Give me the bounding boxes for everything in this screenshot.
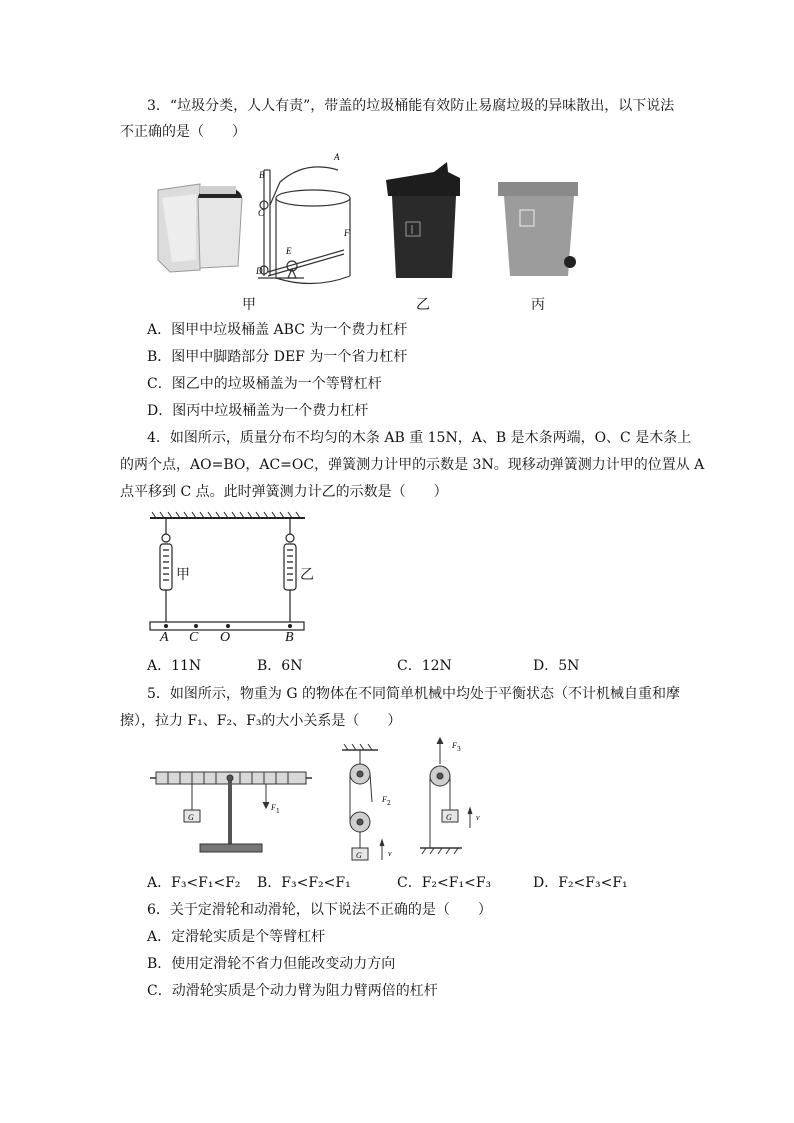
meter-label-jia: 甲 (176, 567, 190, 583)
q4-option-a: A．11N (147, 658, 202, 674)
q5-option-b: B．F₃<F₂<F₁ (257, 875, 351, 891)
q4-option-d: D．5N (533, 658, 580, 674)
q3-figure (0, 150, 794, 310)
q3-option-d: D．图丙中垃圾桶盖为一个费力杠杆 (147, 403, 369, 419)
pulley-system-f2 (342, 744, 384, 860)
svg-text:G: G (188, 813, 194, 822)
q3-option-a: A．图甲中垃圾桶盖 ABC 为一个费力杠杆 (147, 322, 408, 338)
q5-stem-line2: 擦），拉力 F₁、F₂、F₃的大小关系是（ ） (120, 713, 402, 729)
fig-label-bing: 丙 (531, 297, 545, 313)
q4-option-b: B．6N (257, 658, 303, 674)
svg-text:G: G (446, 813, 452, 822)
pulley-system-f3 (420, 738, 472, 854)
grey-bin-photo (498, 182, 578, 276)
q5-option-d: D．F₂<F₃<F₁ (533, 875, 628, 891)
q4-stem-line3: 点平移到 C 点。此时弹簧测力计乙的示数是（ ） (120, 484, 448, 500)
q6-stem-line1: 6．关于定滑轮和动滑轮，以下说法不正确的是（ ） (147, 902, 492, 918)
q5-option-c: C．F₂<F₁<F₃ (397, 875, 492, 891)
q6-option-b: B．使用定滑轮不省力但能改变动力方向 (147, 956, 396, 972)
lever-diagram (150, 772, 312, 852)
svg-text:1: 1 (276, 808, 280, 815)
meter-label-yi: 乙 (300, 567, 314, 583)
svg-text:F: F (382, 795, 387, 804)
fig-label-yi: 乙 (416, 297, 430, 313)
q5-stem-line1: 5．如图所示，物重为 G 的物体在不同简单机械中均处于平衡状态（不计机械自重和摩 (147, 686, 680, 702)
svg-text:v: v (476, 813, 480, 822)
q5-figure (0, 736, 794, 866)
svg-text:G: G (356, 851, 362, 860)
q6-option-a: A．定滑轮实质是个等臂杠杆 (147, 929, 326, 945)
spring-scale-yi (284, 518, 296, 622)
spring-scale-jia (160, 518, 172, 622)
black-bin-photo (386, 162, 460, 278)
svg-text:F: F (344, 228, 350, 238)
q3-option-b: B．图甲中脚踏部分 DEF 为一个省力杠杆 (147, 349, 408, 365)
q4-stem-line1: 4．如图所示，质量分布不均匀的木条 AB 重 15N，A、B 是木条两端，O、C 是木条上 (147, 430, 692, 446)
q4-option-c: C．12N (397, 658, 452, 674)
pedal-bin-diagram (258, 167, 350, 284)
q5-option-a: A．F₃<F₁<F₂ (147, 875, 241, 891)
fig-label-jia: 甲 (242, 297, 256, 313)
svg-text:C: C (258, 208, 265, 218)
svg-text:F: F (452, 741, 457, 750)
svg-text:2: 2 (387, 800, 391, 807)
point-a: A (160, 630, 169, 645)
q4-stem-line2: 的两个点，AO=BO，AC=OC，弹簧测力计甲的示数是 3N。现移动弹簧测力计甲的位置从 A (120, 457, 705, 473)
svg-text:3: 3 (457, 746, 461, 753)
point-c: C (189, 630, 199, 645)
svg-text:v: v (388, 849, 392, 858)
ceiling (150, 512, 305, 518)
svg-text:D: D (256, 266, 263, 276)
q3-stem-line2: 不正确的是（ ） (120, 124, 246, 140)
svg-text:A: A (334, 152, 340, 162)
svg-text:F: F (271, 803, 276, 812)
q6-option-c: C．动滑轮实质是个动力臂为阻力臂两倍的杠杆 (147, 983, 438, 999)
pedal-bin-photo (158, 184, 242, 272)
q3-stem-line1: 3．“垃圾分类，人人有责”，带盖的垃圾桶能有效防止易腐垃圾的异味散出，以下说法 (147, 98, 675, 114)
point-o: O (220, 630, 231, 645)
svg-text:B: B (259, 170, 265, 180)
point-b: B (285, 630, 294, 645)
svg-text:E: E (286, 246, 292, 256)
q4-figure (0, 510, 794, 650)
q3-option-c: C．图乙中的垃圾桶盖为一个等臂杠杆 (147, 376, 382, 392)
